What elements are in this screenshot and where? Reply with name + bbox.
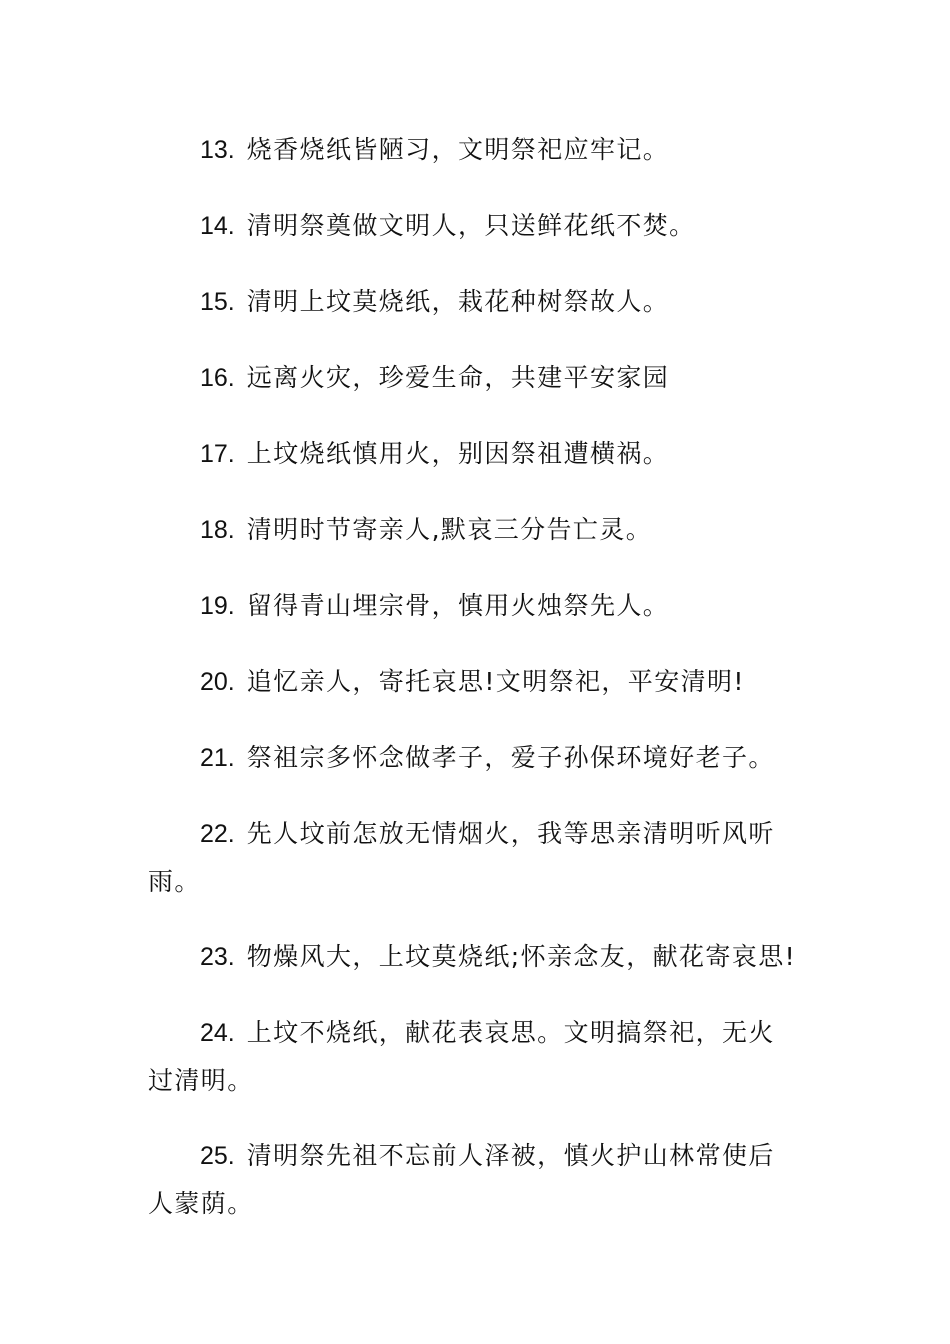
item-text: 远离火灾，珍爱生命，共建平安家园 xyxy=(246,363,670,392)
list-item xyxy=(148,278,798,326)
item-text: 清明祭先祖不忘前人泽被，慎火护山林常使后人蒙荫。 xyxy=(148,1141,775,1218)
item-number: 16. xyxy=(200,364,235,392)
list-item xyxy=(148,430,798,478)
item-text: 清明时节寄亲人,默哀三分告亡灵。 xyxy=(246,515,653,544)
list-item xyxy=(148,734,798,782)
list-item xyxy=(148,582,798,630)
item-text: 祭祖宗多怀念做孝子，爱子孙保环境好老子。 xyxy=(246,743,775,772)
list-item xyxy=(148,1009,798,1104)
item-text: 清明祭奠做文明人，只送鲜花纸不焚。 xyxy=(246,211,696,240)
item-number: 18. xyxy=(200,516,235,544)
list-item xyxy=(148,354,798,402)
item-number: 17. xyxy=(200,440,235,468)
item-text: 上坟烧纸慎用火，别因祭祖遭横祸。 xyxy=(246,439,670,468)
list-item xyxy=(148,202,798,250)
list-item xyxy=(148,933,798,981)
item-number: 23. xyxy=(200,943,235,971)
item-number: 25. xyxy=(200,1142,235,1170)
list-item xyxy=(148,658,798,706)
item-number: 13. xyxy=(200,136,235,164)
item-text: 烧香烧纸皆陋习，文明祭祀应牢记。 xyxy=(246,135,670,164)
list-item xyxy=(148,810,798,905)
item-text: 上坟不烧纸，献花表哀思。文明搞祭祀，无火过清明。 xyxy=(148,1018,775,1095)
list-item xyxy=(148,1132,798,1227)
item-text: 追忆亲人，寄托哀思!文明祭祀，平安清明! xyxy=(246,667,745,696)
item-number: 21. xyxy=(200,744,235,772)
item-number: 19. xyxy=(200,592,235,620)
item-text: 清明上坟莫烧纸，栽花种树祭故人。 xyxy=(246,287,670,316)
list-item xyxy=(148,126,798,174)
item-number: 20. xyxy=(200,668,235,696)
item-text: 先人坟前怎放无情烟火，我等思亲清明听风听雨。 xyxy=(148,819,775,896)
item-text: 物燥风大，上坟莫烧纸;怀亲念友，献花寄哀思! xyxy=(246,942,797,971)
item-number: 15. xyxy=(200,288,235,316)
item-number: 14. xyxy=(200,212,235,240)
list-item xyxy=(148,506,798,554)
item-number: 22. xyxy=(200,820,235,848)
item-text: 留得青山埋宗骨，慎用火烛祭先人。 xyxy=(246,591,670,620)
item-number: 24. xyxy=(200,1019,235,1047)
slogan-list xyxy=(148,126,798,1227)
